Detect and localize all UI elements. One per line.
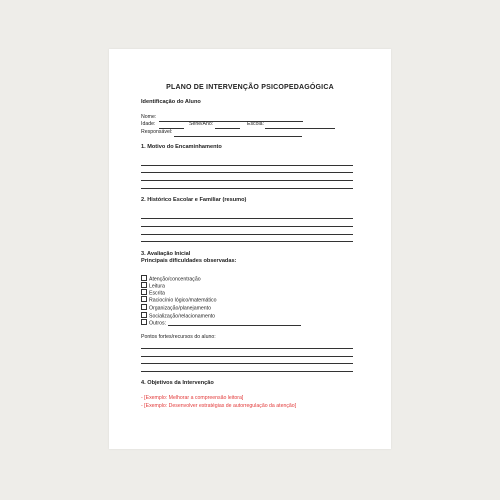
- grade-field[interactable]: [215, 128, 240, 129]
- age-label: Idade:: [141, 121, 156, 127]
- checkbox-item[interactable]: [141, 304, 211, 312]
- checkbox-label: Raciocínio lógico/matemático: [149, 297, 217, 304]
- strengths-line[interactable]: [141, 348, 353, 349]
- checkbox-item[interactable]: [141, 296, 216, 304]
- identification-heading: Identificação do Aluno: [141, 99, 201, 105]
- checkbox-icon[interactable]: [141, 282, 147, 288]
- name-field[interactable]: [159, 121, 303, 122]
- school-field[interactable]: [265, 128, 335, 129]
- strengths-line[interactable]: [141, 371, 353, 372]
- checkbox-icon[interactable]: [141, 289, 147, 295]
- name-label: Nome:: [141, 114, 157, 120]
- grade-label: Série/Ano:: [189, 121, 214, 127]
- school-label: Escola:: [247, 121, 265, 127]
- section1-line[interactable]: [141, 188, 353, 189]
- section4-heading: 4. Objetivos da Intervenção: [141, 380, 214, 386]
- checkbox-icon[interactable]: [141, 312, 147, 318]
- section3-subheading: Principais dificuldades observadas:: [141, 258, 237, 264]
- section1-line[interactable]: [141, 165, 353, 166]
- checkbox-label: Escrita: [149, 290, 165, 297]
- guardian-field[interactable]: [174, 136, 302, 137]
- checkbox-icon[interactable]: [141, 275, 147, 281]
- checkbox-label: Leitura: [149, 283, 165, 290]
- section2-line[interactable]: [141, 241, 353, 242]
- strengths-line[interactable]: [141, 363, 353, 364]
- section1-line[interactable]: [141, 172, 353, 173]
- section2-line[interactable]: [141, 226, 353, 227]
- guardian-label: Responsável:: [141, 129, 173, 135]
- checkbox-label: Socialização/relacionamento: [149, 313, 216, 320]
- section2-heading: 2. Histórico Escolar e Familiar (resumo): [141, 197, 247, 203]
- checkbox-label: Organização/planejamento: [149, 305, 212, 312]
- checkbox-icon[interactable]: [141, 319, 147, 325]
- others-field[interactable]: [168, 325, 301, 326]
- document-title: PLANO DE INTERVENÇÃO PSICOPEDAGÓGICA: [166, 84, 334, 91]
- objective-example: - [Exemplo: Melhorar a compreensão leitora]: [141, 395, 244, 401]
- section2-line[interactable]: [141, 234, 353, 235]
- strengths-label: Pontos fortes/recursos do aluno:: [141, 334, 216, 340]
- section3-heading: 3. Avaliação Inicial: [141, 251, 191, 257]
- document-page: [109, 49, 391, 449]
- section1-line[interactable]: [141, 180, 353, 181]
- strengths-line[interactable]: [141, 356, 353, 357]
- checkbox-label: Outros:: [149, 320, 167, 327]
- checkbox-icon[interactable]: [141, 304, 147, 310]
- checkbox-label: Atenção/concentração: [149, 276, 201, 283]
- section2-line[interactable]: [141, 218, 353, 219]
- checkbox-icon[interactable]: [141, 296, 147, 302]
- checkbox-item[interactable]: [141, 319, 166, 327]
- objective-example: - [Exemplo: Desenvolver estratégias de autorregulação da atenção]: [141, 403, 297, 409]
- section1-heading: 1. Motivo do Encaminhamento: [141, 144, 222, 150]
